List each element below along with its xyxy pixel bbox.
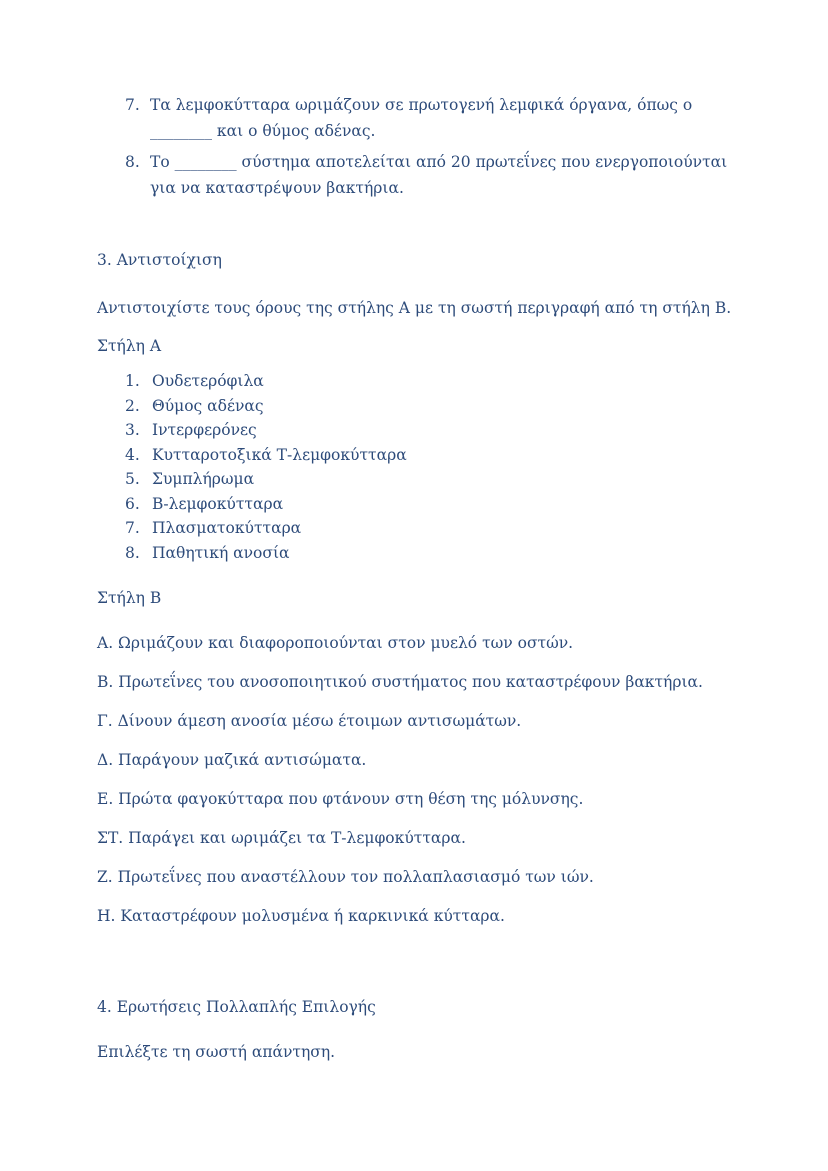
section-4-heading: 4. Ερωτήσεις Πολλαπλής Επιλογής xyxy=(97,998,376,1016)
column-b-item-beta: Β. Πρωτεΐνες του ανοσοποιητικού συστήματος που καταστρέφουν βακτήρια. xyxy=(97,673,703,691)
item-number: 3. xyxy=(125,421,140,439)
item-number: 8. xyxy=(125,543,140,562)
fill-in-the-blank-list xyxy=(97,92,758,201)
column-a-item xyxy=(97,394,758,419)
column-b-item-zeta: Ζ. Πρωτεΐνες που αναστέλλουν τον πολλαπλασιασμό των ιών. xyxy=(97,868,594,886)
column-a-item xyxy=(97,516,758,541)
column-a-heading: Στήλη Α xyxy=(97,337,162,355)
item-text: Ιντερφερόνες xyxy=(152,421,257,439)
item-number: 1. xyxy=(125,372,140,390)
section-3-heading: 3. Αντιστοίχιση xyxy=(97,251,222,269)
item-number: 2. xyxy=(125,396,140,415)
item-number: 4. xyxy=(125,445,140,464)
column-a-list xyxy=(97,369,758,565)
item-text: Κυτταροτοξικά Τ-λεμφοκύτταρα xyxy=(152,445,407,464)
column-b-item-delta: Δ. Παράγουν μαζικά αντισώματα. xyxy=(97,751,367,769)
item-text: Β-λεμφοκύτταρα xyxy=(152,494,284,513)
matching-instructions: Αντιστοιχίστε τους όρους της στήλης Α με τη σωστή περιγραφή από τη στήλη Β. xyxy=(97,299,732,317)
column-b-item-sigma-tau: ΣΤ. Παράγει και ωριμάζει τα Τ-λεμφοκύτταρα. xyxy=(97,829,466,847)
multiple-choice-instructions: Επιλέξτε τη σωστή απάντηση. xyxy=(97,1043,336,1061)
item-text: Συμπλήρωμα xyxy=(152,470,255,488)
item-text: Ουδετερόφιλα xyxy=(152,372,264,390)
item-number: 7. xyxy=(125,519,140,537)
item-number: 6. xyxy=(125,494,140,513)
column-b-item-gamma: Γ. Δίνουν άμεση ανοσία μέσω έτοιμων αντισωμάτων. xyxy=(97,712,522,730)
column-b-item-epsilon: Ε. Πρώτα φαγοκύτταρα που φτάνουν στη θέση της μόλυνσης. xyxy=(97,790,584,808)
column-a-item xyxy=(97,418,758,443)
column-a-item xyxy=(97,492,758,517)
item-number: 8. xyxy=(125,153,140,171)
column-a-item xyxy=(97,369,758,394)
item-number: 7. xyxy=(125,96,140,114)
column-b-item-eta: Η. Καταστρέφουν μολυσμένα ή καρκινικά κύτταρα. xyxy=(97,907,505,925)
item-text: Θύμος αδένας xyxy=(152,396,264,415)
item-text: Τα λεμφοκύτταρα ωριμάζουν σε πρωτογενή λεμφικά όργανα, όπως ο ________ και ο θύμος αδένας. xyxy=(150,96,693,140)
column-b-item-alpha: Α. Ωριμάζουν και διαφοροποιούνται στον μυελό των οστών. xyxy=(97,634,574,652)
item-text: Πλασματοκύτταρα xyxy=(152,519,302,537)
column-a-item xyxy=(97,541,758,566)
column-b-heading: Στήλη Β xyxy=(97,589,162,607)
column-a-item xyxy=(97,467,758,492)
column-a-item xyxy=(97,443,758,468)
fill-blank-item-8 xyxy=(97,149,758,201)
fill-blank-item-7 xyxy=(97,92,758,144)
item-text: Παθητική ανοσία xyxy=(152,543,290,562)
item-text: Το ________ σύστημα αποτελείται από 20 πρωτεΐνες που ενεργοποιούνται για να καταστρέψουν βακτήρια. xyxy=(150,153,728,197)
item-number: 5. xyxy=(125,470,140,488)
